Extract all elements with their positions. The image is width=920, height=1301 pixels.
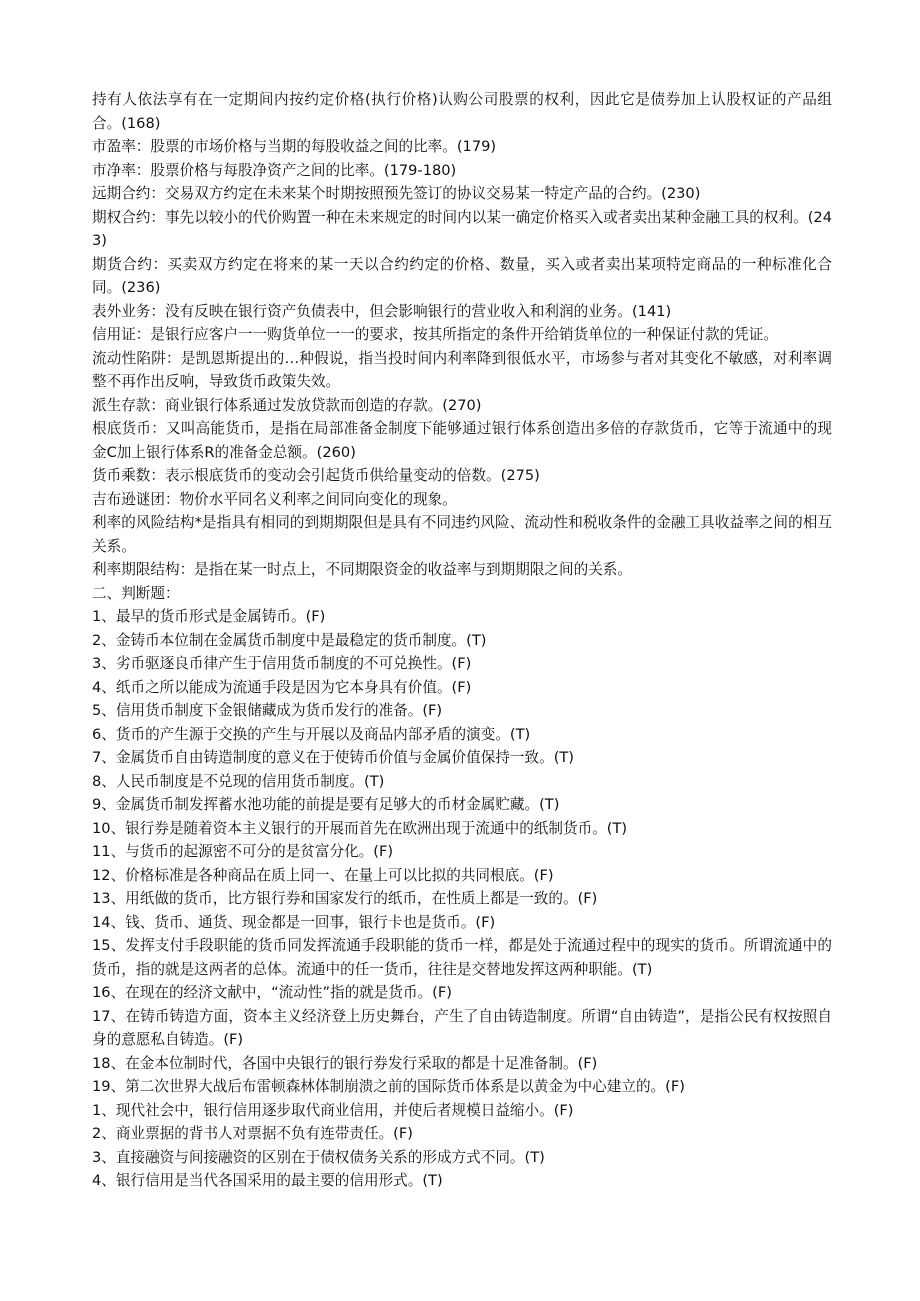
question-item: 18、在金本位制时代，各国中央银行的银行券发行采取的都是十足准备制。(F)	[92, 1054, 598, 1072]
question-item: 1、现代社会中，银行信用逐步取代商业信用，并使后者规模日益缩小。(F)	[92, 1101, 574, 1119]
question-item: 13、用纸做的货币，比方银行券和国家发行的纸币，在性质上都是一致的。(F)	[92, 890, 598, 907]
question-item: 15、发挥支付手段职能的货币同发挥流通手段职能的货币一样，都是处于流通过程中的现实的货币。所谓流通中的货币，指的就是这两者的总体。流通中的任一货币，往往是交替地发挥这两种职能。(T)	[92, 937, 832, 978]
question-item: 14、钱、货币、通货、现金都是一回事，银行卡也是货币。(F)	[92, 913, 496, 931]
paragraph-risk-structure: 利率的风险结构*是指具有相同的到期期限但是具有不同违约风险、流动性和税收条件的金融工具收益率之间的相互关系。	[92, 514, 832, 555]
paragraph-liquidity-trap: 流动性陷阱：是凯恩斯提出的…种假说，指当投时间内利率降到很低水平，市场参与者对其变化不敏感，对利率调整不再作出反响，导致货币政策失效。	[92, 349, 832, 390]
paragraph-convertible-bond-definition: 持有人依法享有在一定期间内按约定价格(执行价格)认购公司股票的权利，因此它是债券加上认股权证的产品组合。(168)	[92, 91, 832, 132]
question-item: 10、银行券是随着资本主义银行的开展而首先在欧洲出现于流通中的纸制货币。(T)	[92, 819, 628, 837]
paragraph-option-contract: 期权合约：事先以较小的代价购置一种在未来规定的时间内以某一确定价格买入或者卖出某种金融工具的权利。(243)	[92, 208, 832, 249]
question-item: 8、人民币制度是不兑现的信用货币制度。(T)	[92, 772, 385, 790]
question-item: 4、纸币之所以能成为流通手段是因为它本身具有价值。(F)	[92, 678, 472, 696]
section-heading-true-false: 二、判断题：	[92, 584, 180, 602]
question-item: 16、在现在的经济文献中，“流动性”指的就是货币。(F)	[92, 984, 452, 1001]
paragraph-money-multiplier: 货币乘数：表示根底货币的变动会引起货币供给量变动的倍数。(275)	[92, 467, 540, 484]
question-item: 2、金铸币本位制在金属货币制度中是最稳定的货币制度。(T)	[92, 631, 487, 649]
question-item: 19、第二次世界大战后布雷顿森林体制崩溃之前的国际货币体系是以黄金为中心建立的。(F)	[92, 1078, 685, 1095]
question-item: 2、商业票据的背书人对票据不负有连带责任。(F)	[92, 1125, 413, 1142]
document-page	[92, 88, 832, 1193]
paragraph-base-money: 根底货币：又叫高能货币，是指在局部准备金制度下能够通过银行体系创造出多倍的存款货币，它等于流通中的现金C加上银行体系R的准备金总额。(260)	[92, 420, 832, 461]
paragraph-gibson-paradox: 吉布逊谜团：物价水平同名义利率之间同向变化的现象。	[92, 490, 457, 508]
question-item: 4、银行信用是当代各国采用的最主要的信用形式。(T)	[92, 1172, 443, 1189]
paragraph-futures-contract: 期货合约：买卖双方约定在将来的某一天以合约约定的价格、数量，买入或者卖出某项特定商品的一种标准化合同。(236)	[92, 255, 832, 296]
paragraph-term-structure: 利率期限结构：是指在某一时点上，不同期限资金的收益率与到期期限之间的关系。	[92, 561, 632, 578]
question-item: 12、价格标准是各种商品在质上同一、在量上可以比拟的共同根底。(F)	[92, 866, 554, 884]
paragraph-forward-contract: 远期合约：交易双方约定在未来某个时期按照预先签订的协议交易某一特定产品的合约。(230)	[92, 185, 701, 202]
question-item: 17、在铸币铸造方面，资本主义经济登上历史舞台，产生了自由铸造制度。所谓“自由铸造”，是指公民有权按照自身的意愿私自铸造。(F)	[92, 1007, 832, 1048]
paragraph-off-balance-business: 表外业务：没有反映在银行资产负债表中，但会影响银行的营业收入和利润的业务。(141)	[92, 302, 672, 320]
question-item: 7、金属货币自由铸造制度的意义在于使铸币价值与金属价值保持一致。(T)	[92, 749, 574, 766]
question-item: 11、与货币的起源密不可分的是贫富分化。(F)	[92, 843, 394, 860]
paragraph-pb-ratio: 市净率：股票价格与每股净资产之间的比率。(179-180)	[92, 161, 457, 179]
question-item: 3、直接融资与间接融资的区别在于债权债务关系的形成方式不同。(T)	[92, 1148, 545, 1166]
paragraph-derivative-deposit: 派生存款：商业银行体系通过发放贷款而创造的存款。(270)	[92, 396, 482, 414]
paragraph-pe-ratio: 市盈率：股票的市场价格与当期的每股收益之间的比率。(179)	[92, 138, 497, 155]
paragraph-letter-of-credit: 信用证：是银行应客户一一购货单位一一的要求，按其所指定的条件开给销货单位的一种保证付款的凭证。	[92, 326, 778, 343]
question-item: 3、劣币驱逐良币律产生于信用货币制度的不可兑换性。(F)	[92, 655, 472, 672]
question-item: 9、金属货币制发挥蓄水池功能的前提是要有足够大的币材金属贮藏。(T)	[92, 796, 560, 813]
question-item: 1、最早的货币形式是金属铸币。(F)	[92, 608, 326, 625]
question-item: 5、信用货币制度下金银储藏成为货币发行的准备。(F)	[92, 702, 443, 719]
question-item: 6、货币的产生源于交换的产生与开展以及商品内部矛盾的演变。(T)	[92, 725, 531, 743]
